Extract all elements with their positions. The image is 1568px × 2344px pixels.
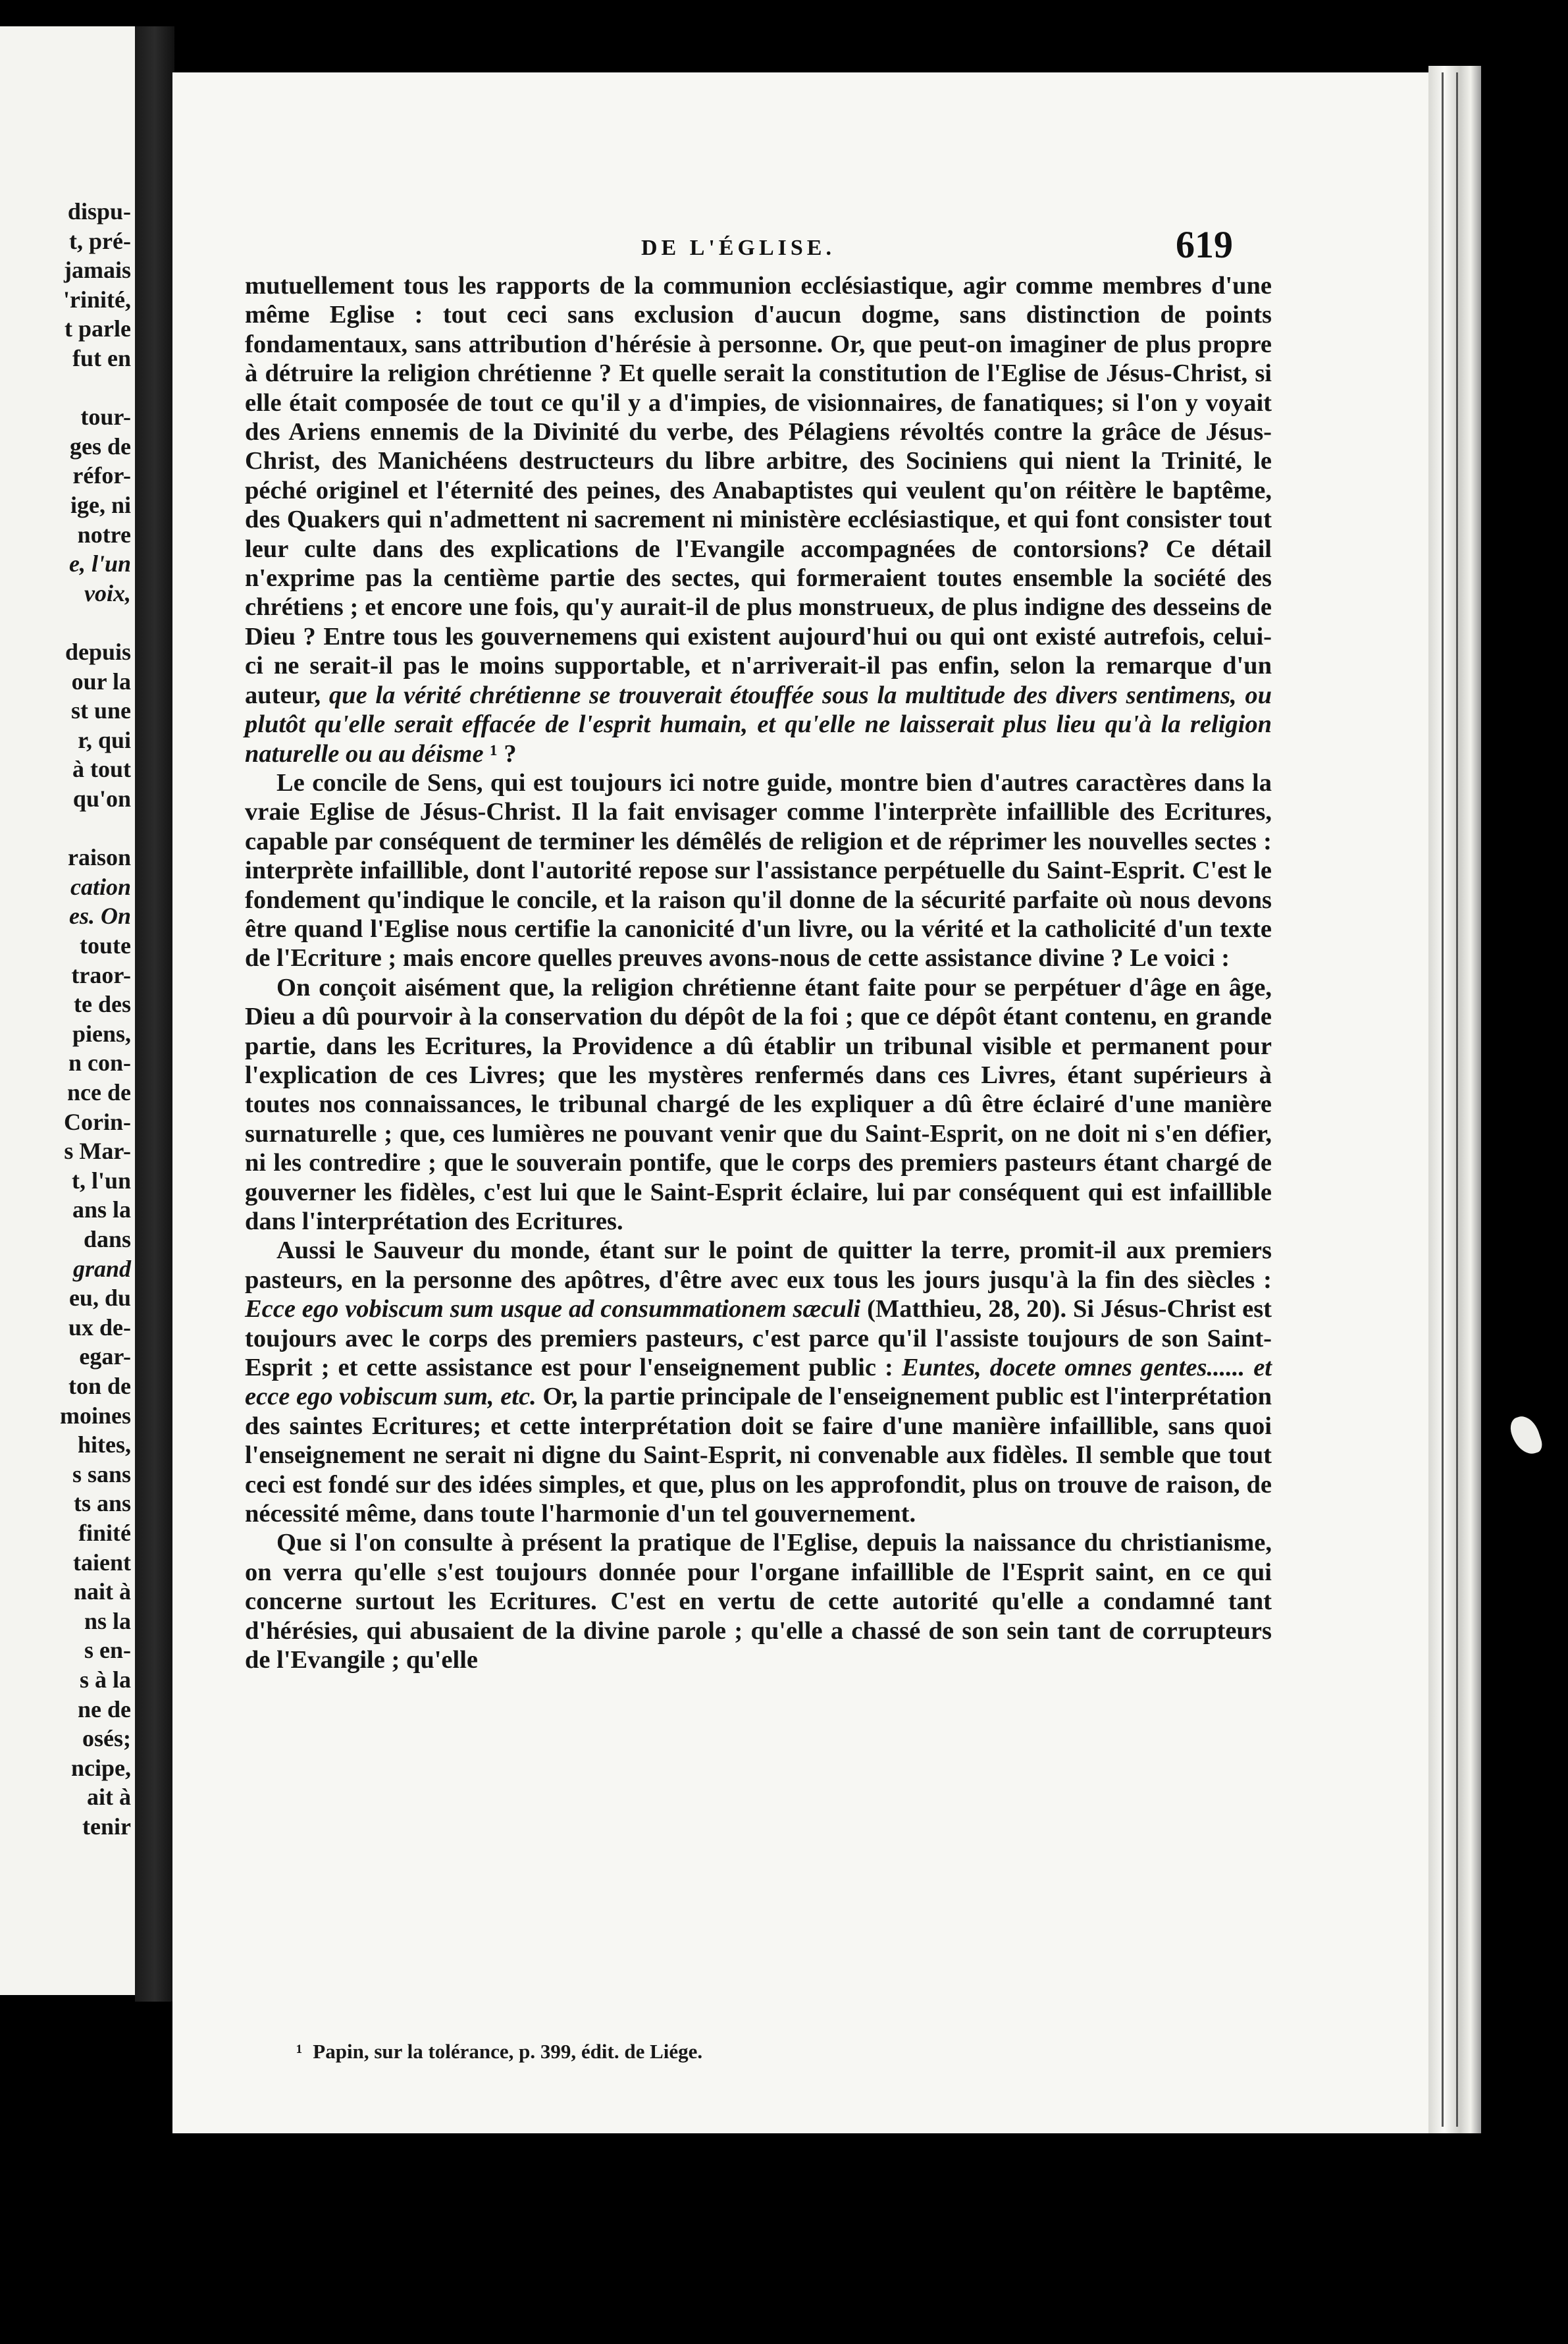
facing-page-line: s à la bbox=[79, 1666, 131, 1693]
running-title: DE L'ÉGLISE. bbox=[641, 236, 835, 260]
facing-page-line: toute bbox=[80, 932, 131, 959]
facing-page-line: osés; bbox=[82, 1725, 131, 1752]
facing-page-line: ges de bbox=[70, 433, 131, 460]
page-edge-line bbox=[1456, 72, 1458, 2127]
facing-page-line: réfor- bbox=[72, 462, 131, 489]
book-page bbox=[172, 72, 1433, 2133]
facing-page-line: ns la bbox=[84, 1607, 131, 1634]
facing-page-line: st une bbox=[70, 697, 131, 724]
page-number: 619 bbox=[1176, 223, 1233, 266]
footnote bbox=[296, 2040, 1270, 2064]
facing-page-line: te des bbox=[74, 991, 131, 1018]
facing-page-line: raison bbox=[67, 844, 131, 871]
facing-page-line: hites, bbox=[78, 1431, 131, 1458]
facing-page-line: t parle bbox=[65, 315, 131, 342]
facing-page-line: ux de- bbox=[68, 1314, 131, 1341]
facing-page-line: grand bbox=[72, 1255, 131, 1282]
paragraph-4 bbox=[245, 1236, 1272, 1528]
facing-page-fragment bbox=[0, 26, 135, 1995]
facing-page-line: s Mar- bbox=[64, 1138, 131, 1165]
paragraph-1-quote: que la vérité chrétienne se trouverait étouffée sous la multitude des divers sentimens, ou plutôt qu'elle serait effacée de l'esprit humain, et qu'elle ne laisserait plus lieu qu'à la religion naturelle ou au déisme bbox=[245, 681, 1272, 768]
paragraph-4-text-c: Or, la partie principale de l'enseignement public est l'interprétation des saintes Ecritures; et cette interprétation doit se faire d'une manière infaillible, sans quoi l'enseignement ne serait ni digne du Saint-Esprit, ni convenable aux fidèles. Il semble que tout ceci est fondé sur des idées simples, et que, plus on les approfondit, plus on trouve de raison, de nécessité même, dans toute l'harmonie d'un tel gouvernement. bbox=[245, 1383, 1272, 1528]
facing-page-line: tour- bbox=[80, 404, 131, 431]
paper-tear bbox=[1507, 1412, 1545, 1458]
facing-page-line: finité bbox=[78, 1520, 131, 1546]
facing-page-line: depuis bbox=[65, 639, 131, 665]
facing-page-line: s sans bbox=[72, 1460, 131, 1487]
facing-page-line: eu, du bbox=[68, 1285, 131, 1312]
paragraph-5: Que si l'on consulte à présent la pratique de l'Eglise, depuis la naissance du christianisme, on verra qu'elle s'est toujours donnée pour l'organe infaillible de l'Esprit saint, en ce qui concerne surtout les Ecritures. C'est en vertu de cette autorité qu'elle a condamné tant d'hérésies, qui abusaient de la divine parole ; qu'elle a chassé de son sein tant de corrupteurs de l'Evangile ; qu'elle bbox=[245, 1529, 1272, 1674]
facing-page-line: qu'on bbox=[72, 786, 131, 812]
facing-page-line: r, qui bbox=[78, 726, 131, 753]
facing-page-line: taient bbox=[73, 1549, 131, 1576]
book-gutter bbox=[135, 26, 174, 2002]
facing-page-line: notre bbox=[77, 521, 131, 548]
facing-page-line: ts ans bbox=[73, 1490, 131, 1517]
facing-page-line: dans bbox=[83, 1226, 131, 1252]
footnote-mark: ¹ bbox=[296, 2040, 303, 2063]
facing-page-line: s en- bbox=[84, 1637, 131, 1664]
facing-page-line: ncipe, bbox=[70, 1754, 131, 1781]
page-edge-line bbox=[1442, 72, 1444, 2127]
paragraph-2: Le concile de Sens, qui est toujours ici notre guide, montre bien d'autres caractères dans la vraie Eglise de Jésus-Christ. Il la fait envisager comme l'interprète infaillible des Ecritures, capable par conséquent de terminer les démêlés de religion et de réprimer les nouvelles sectes : interprète infaillible, dont l'autorité repose sur l'assistance perpétuelle du Saint-Esprit. C'est le fondement qu'indique le concile, et la raison qu'il donne de la sécurité parfaite où nous devons être quand l'Eglise nous certifie la canonicité d'un livre, ou la vérité et la catholicité d'un texte de l'Ecriture ; mais encore quelles preuves avons-nous de cette assistance divine ? Le voici : bbox=[245, 768, 1272, 972]
facing-page-line: moines bbox=[60, 1402, 131, 1429]
footnote-reference: ¹ ? bbox=[483, 739, 517, 768]
latin-quote-1: Ecce ego vobiscum sum usque ad consummationem sæculi bbox=[245, 1295, 861, 1323]
facing-page-line: egar- bbox=[79, 1343, 131, 1370]
facing-page-line: traor- bbox=[71, 961, 131, 988]
facing-page-line: 'rinité, bbox=[63, 286, 131, 313]
facing-page-line: dispu- bbox=[67, 198, 131, 225]
facing-page-line: à tout bbox=[72, 756, 131, 783]
facing-page-line: jamais bbox=[64, 257, 131, 284]
facing-page-line: Corin- bbox=[64, 1108, 131, 1135]
facing-page-line: t, pré- bbox=[69, 227, 131, 254]
paragraph-3: On conçoit aisément que, la religion chrétienne étant faite pour se perpétuer d'âge en âge, Dieu a dû pourvoir à la conservation du dépôt de la foi ; que ce dépôt étant contenu, en grande partie, dans les Ecritures, la Providence a dû établir un tribunal visible et permanent pour l'explication de ces Livres; que les mystères renfermés dans ces Livres, étant supérieurs à toutes nos connaissances, le tribunal chargé de les expliquer a dû être éclairé d'une manière surnaturelle ; que, ces lumières ne pouvant venir que du Saint-Esprit, on ne doit ni s'en défier, ni les contredire ; que le souverain pontife, que le corps des premiers pasteurs étant chargé de gouverner les fidèles, c'est lui que le Saint-Esprit éclaire, lui par conséquent qui est infaillible dans l'interprétation des Ecritures. bbox=[245, 973, 1272, 1235]
paragraph-1 bbox=[245, 271, 1272, 768]
facing-page-line: piens, bbox=[72, 1020, 131, 1047]
facing-page-line: tenir bbox=[82, 1813, 131, 1840]
latin-quote-2: Euntes, docete omnes gentes...... et ecce ego vobiscum sum, etc. bbox=[245, 1354, 1272, 1411]
facing-page-line: ton de bbox=[68, 1373, 131, 1399]
facing-page-line: t, l'un bbox=[71, 1167, 131, 1194]
paragraph-4-text-a: Aussi le Sauveur du monde, étant sur le point de quitter la terre, promit-il aux premiers pasteurs, en la personne des apôtres, d'être avec eux tous les jours jusqu'à la fin des siècles : bbox=[245, 1237, 1272, 1294]
facing-page-line: fut en bbox=[72, 345, 131, 371]
facing-page-line: ans la bbox=[72, 1196, 131, 1223]
page-edges bbox=[1428, 66, 1481, 2133]
facing-page-line: nait à bbox=[73, 1578, 131, 1605]
facing-page-line: ige, ni bbox=[70, 492, 131, 518]
body-text bbox=[245, 271, 1272, 1675]
facing-page-line: voix, bbox=[84, 579, 131, 606]
paragraph-1-text: mutuellement tous les rapports de la communion ecclésiastique, agir comme membres d'une même Eglise : tout ceci sans exclusion d'aucun dogme, sans distinction de points fondamentaux, sans attribution d'hérésie à personne. Or, que peut-on imaginer de plus propre à détruire la religion chrétienne ? Et quelle serait la constitution de l'Eglise de Jésus-Christ, si elle était composée de tout ce qu'il y a d'impies, de visionnaires, de fanatiques; si l'on y voyait des Ariens ennemis de la Divinité du verbe, des Pélagiens révoltés contre la grâce de Jésus-Christ, des Manichéens destructeurs du libre arbitre, des Sociniens qui nient la Trinité, le péché originel et l'éternité des peines, des Anabaptistes qui veulent qu'on réitère le baptême, des Quakers qui n'admettent ni sacrement ni ministère ecclésiastique, et qui font consister tout leur culte dans des explications de l'Evangile accompagnées de contorsions? Ce détail n'exprime pas la centième partie des sectes, qui formeraient toutes ensemble la société des chrétiens ; et encore une fois, qu'y aurait-il de plus monstrueux, de plus indigne des desseins de Dieu ? Entre tous les gouvernemens qui existent aujourd'hui ou qui ont existé autrefois, celui-ci ne serait-il pas le moins supportable, et n'arriverait-il pas enfin, selon la remarque d'un auteur, bbox=[245, 272, 1272, 709]
facing-page-line: our la bbox=[71, 668, 131, 695]
facing-page-line: nce de bbox=[67, 1079, 131, 1105]
facing-page-line: es. On bbox=[68, 903, 131, 930]
facing-page-line: ait à bbox=[87, 1784, 131, 1811]
footnote-text: Papin, sur la tolérance, p. 399, édit. de Liége. bbox=[313, 2040, 703, 2063]
paragraph-4-text-b: (Matthieu, 28, 20). Si Jésus-Christ est toujours avec le corps des premiers pasteurs, c'est parce qu'il l'assiste toujours de son Saint-Esprit ; et cette assistance est pour l'enseignement public : bbox=[245, 1295, 1272, 1382]
facing-page-line: ne de bbox=[78, 1695, 131, 1722]
facing-page-line: e, l'un bbox=[68, 550, 131, 577]
facing-page-line: n con- bbox=[68, 1050, 131, 1077]
facing-page-line: cation bbox=[70, 873, 131, 900]
